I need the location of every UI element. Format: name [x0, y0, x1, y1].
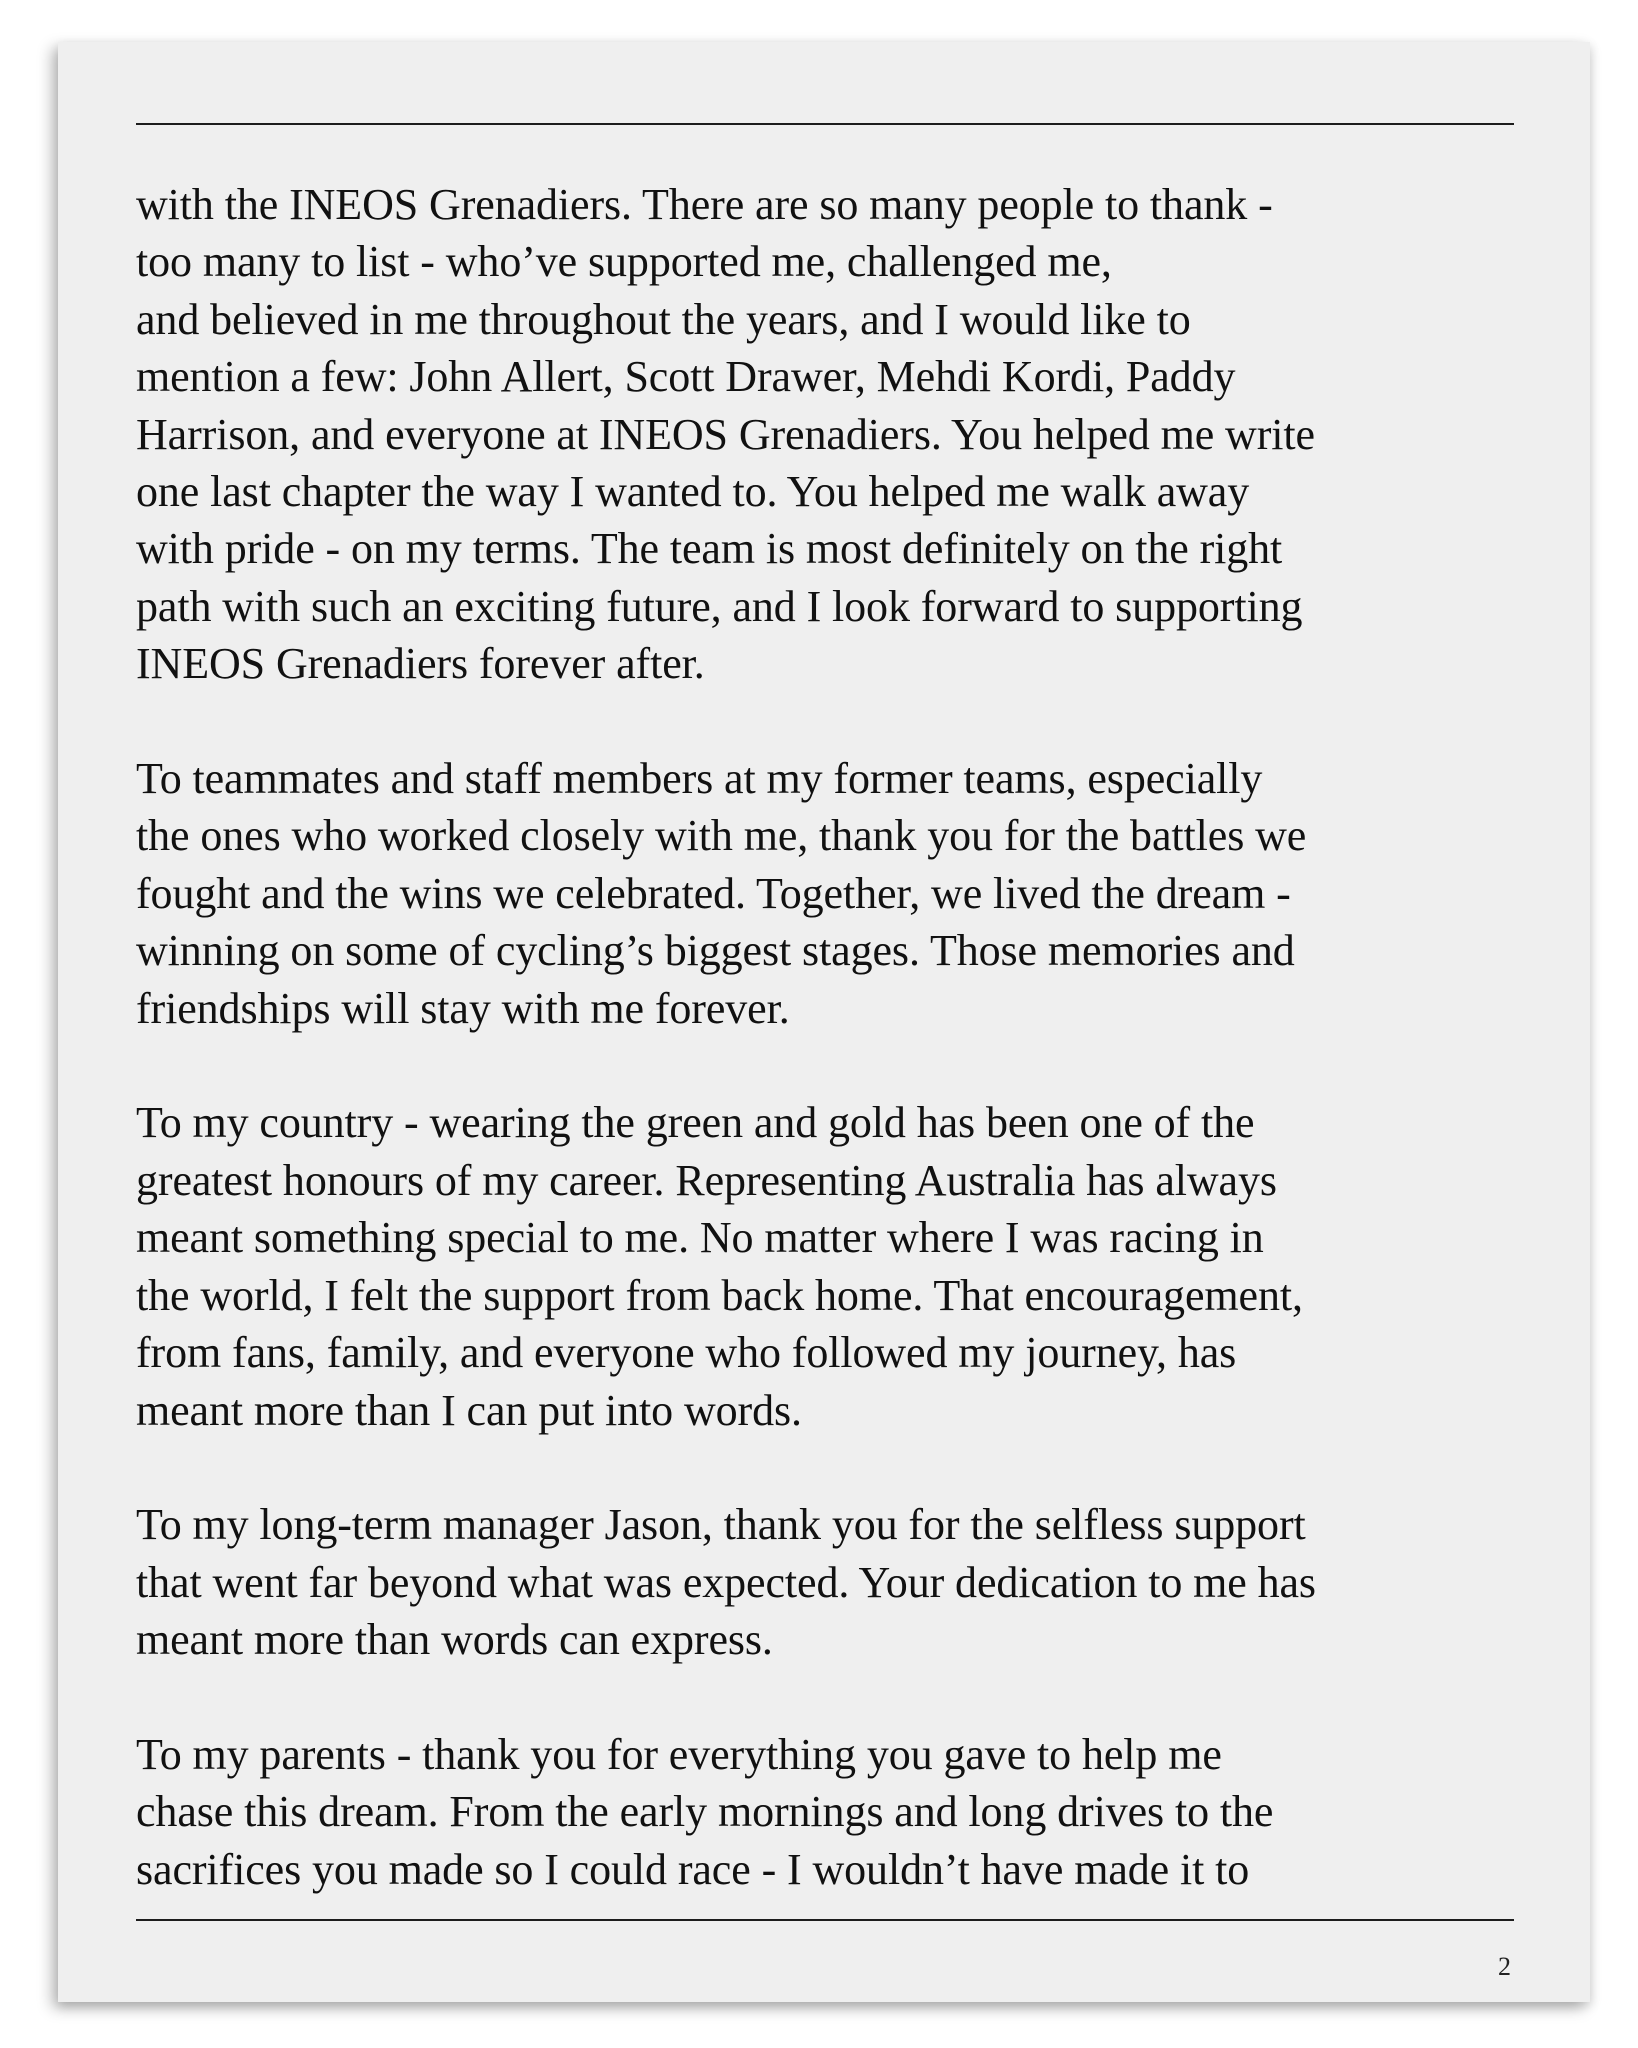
paragraph-country [136, 1094, 1536, 1438]
page-number: 2 [1498, 1952, 1511, 1981]
text-line: fought and the wins we celebrated. Together, we lived the dream - [136, 868, 1291, 918]
text-line: Harrison, and everyone at INEOS Grenadiers. You helped me write [136, 409, 1315, 459]
text-line: chase this dream. From the early mornings and long drives to the [136, 1787, 1274, 1837]
text-line: To my country - wearing the green and gold has been one of the [136, 1098, 1255, 1148]
text-line: with the INEOS Grenadiers. There are so many people to thank - [136, 180, 1273, 229]
top-rule [136, 123, 1514, 125]
bottom-rule [136, 1919, 1514, 1921]
text-line: To teammates and staff members at my former teams, especially [136, 754, 1263, 804]
text-line: one last chapter the way I wanted to. You helped me walk away [136, 467, 1250, 517]
text-line: from fans, family, and everyone who followed my journey, has [136, 1328, 1237, 1378]
paragraph-former-teams [136, 750, 1536, 1037]
text-line: To my long-term manager Jason, thank you for the selfless support [136, 1500, 1306, 1550]
text-line: meant something special to me. No matter where I was racing in [136, 1213, 1264, 1263]
text-line: To my parents - thank you for everything you gave to help me [136, 1729, 1222, 1779]
text-line: path with such an exciting future, and I look forward to supporting [136, 581, 1303, 631]
text-line: with pride - on my terms. The team is most definitely on the right [136, 524, 1283, 574]
text-line: too many to list - who’ve supported me, challenged me, [136, 237, 1112, 287]
text-line: that went far beyond what was expected. Your dedication to me has [136, 1557, 1316, 1607]
document-page [58, 42, 1590, 2002]
paragraph-manager [136, 1496, 1536, 1668]
letter-body [136, 176, 1536, 1956]
text-line: sacrifices you made so I could race - I wouldn’t have made it to [136, 1844, 1250, 1894]
text-line: mention a few: John Allert, Scott Drawer, Mehdi Kordi, Paddy [136, 352, 1236, 402]
text-line: the world, I felt the support from back home. That encouragement, [136, 1270, 1303, 1320]
text-line: greatest honours of my career. Representing Australia has always [136, 1155, 1277, 1205]
text-line: the ones who worked closely with me, thank you for the battles we [136, 811, 1307, 861]
text-line: meant more than words can express. [136, 1615, 773, 1665]
text-line: meant more than I can put into words. [136, 1385, 802, 1435]
text-line: winning on some of cycling’s biggest stages. Those memories and [136, 926, 1295, 976]
text-line: and believed in me throughout the years, and I would like to [136, 294, 1191, 344]
text-line: friendships will stay with me forever. [136, 983, 790, 1033]
paragraph-ineos-thanks [136, 176, 1536, 693]
paragraph-parents [136, 1726, 1536, 1898]
text-line: INEOS Grenadiers forever after. [136, 639, 705, 689]
